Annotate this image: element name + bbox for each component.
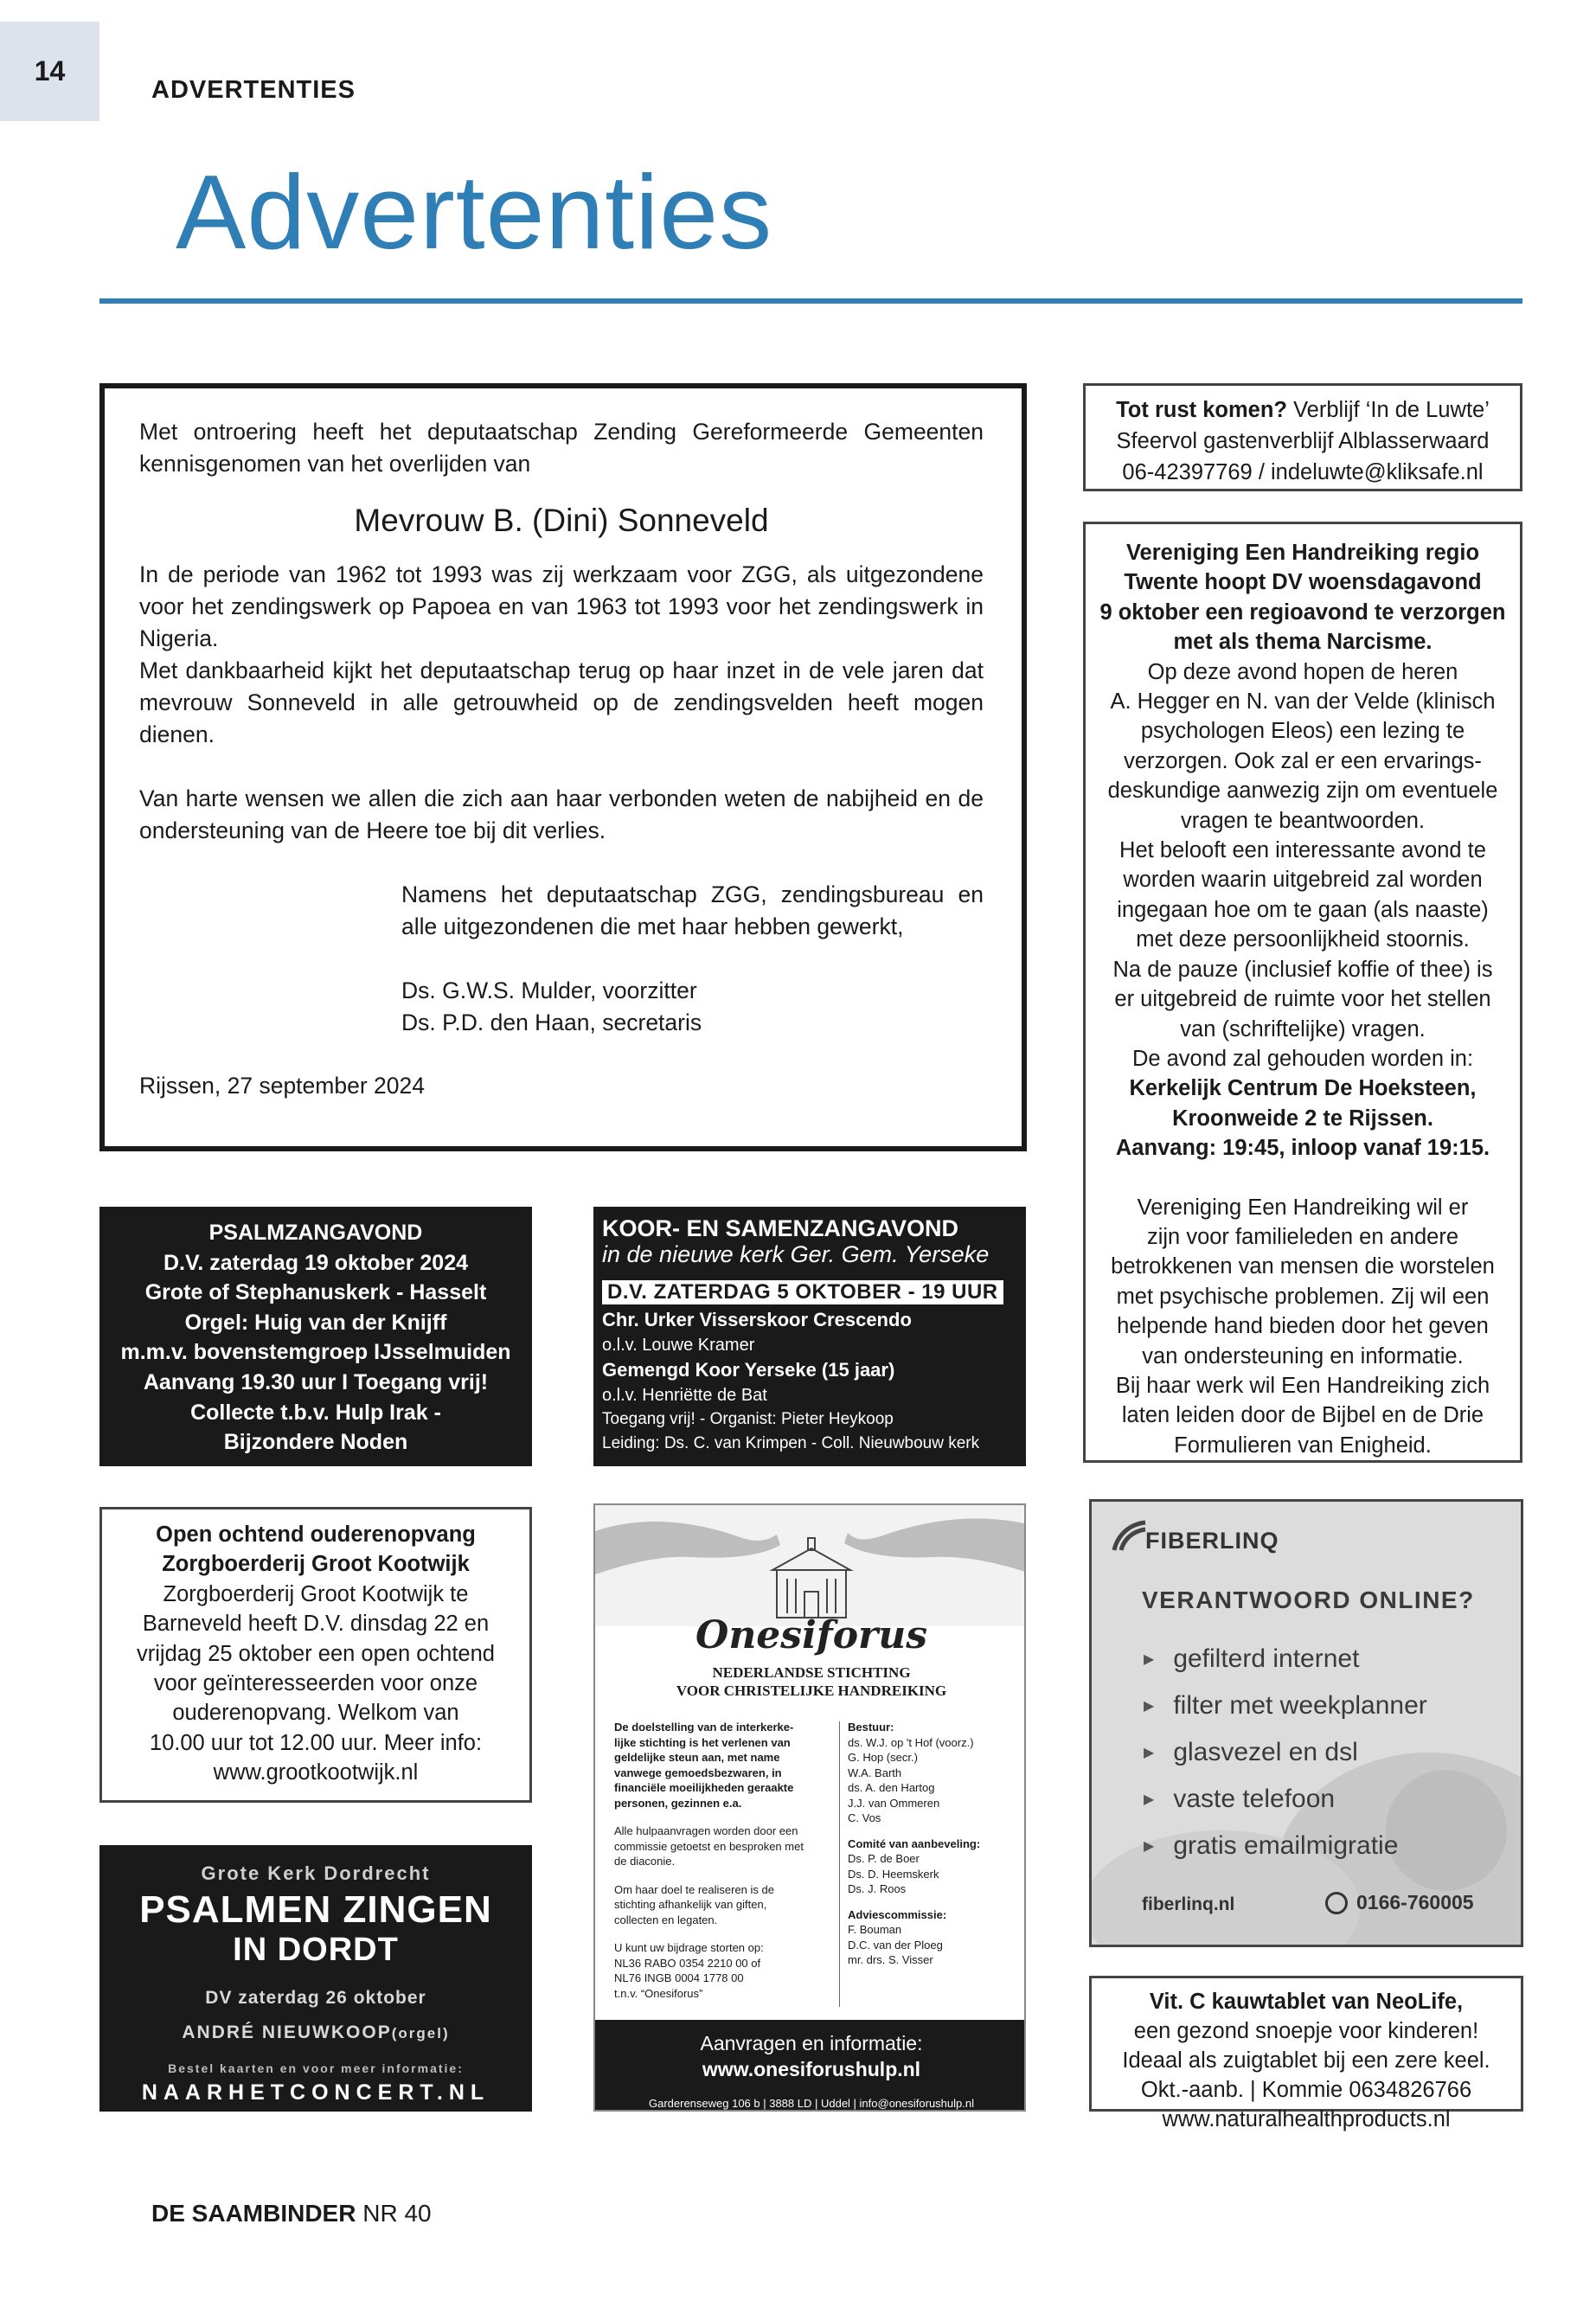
arrow-right-icon: ▶ [1144, 1839, 1155, 1854]
fiberlinq-phone: 0166-760005 [1356, 1891, 1474, 1913]
onesiforus-divider [839, 1721, 840, 2007]
fiberlinq-item [1144, 1682, 1507, 1729]
handreiking-venue-line: Aanvang: 19:45, inloop vanaf 19:15. [1115, 1136, 1490, 1161]
bestuur-member: C. Vos [848, 1811, 881, 1824]
bestuur-member: W.A. Barth [848, 1766, 902, 1779]
koor-choir2-lead: o.l.v. Henriëtte de Bat [602, 1386, 767, 1405]
koor-title: KOOR- EN SAMENZANGAVOND [602, 1215, 959, 1241]
onesiforus-bank-line: t.n.v. “Onesiforus” [614, 1986, 703, 2000]
psalmzang-line: Orgel: Huig van der Knijff [184, 1310, 447, 1335]
psalmzang-line: Bijzondere Noden [223, 1430, 408, 1455]
advies-member: D.C. van der Ploeg [848, 1938, 943, 1952]
onesiforus-address: Garderenseweg 106 b | 3888 LD | Uddel | info@onesiforushulp.nl [648, 2097, 974, 2110]
hands-illustration [595, 1505, 1026, 1626]
comite-title: Comité van aanbeveling: [848, 1836, 981, 1850]
koor-lead: Leiding: Ds. C. van Krimpen - Coll. Nieuwbouw kerk [602, 1434, 980, 1452]
comite-member: Ds. D. Heemskerk [848, 1867, 939, 1881]
dordt-instrument: (orgel) [391, 2025, 450, 2041]
ad-onesiforus [593, 1503, 1026, 2112]
fiberlinq-item [1144, 1823, 1507, 1869]
footer-issue: NR 40 [362, 2200, 432, 2227]
ad-kootwijk [99, 1507, 532, 1803]
bestuur-member: J.J. van Ommeren [848, 1796, 940, 1810]
onesiforus-text-line: Om haar doel te realiseren is de [614, 1882, 774, 1896]
handreiking-line: De avond zal gehouden worden in: [1131, 1046, 1474, 1071]
koor-entry: Toegang vrij! - Organist: Pieter Heykoop [602, 1410, 894, 1428]
koor-choir2: Gemengd Koor Yerseke (15 jaar) [602, 1359, 895, 1381]
page-title: Advertenties [176, 153, 773, 271]
koor-choir1: Chr. Urker Visserskoor Crescendo [602, 1309, 912, 1330]
whatsapp-icon [1325, 1892, 1348, 1914]
neolife-line: Ideaal als zuigtablet bij een zere keel. [1122, 2048, 1490, 2073]
kootwijk-line: ouderenopvang. Welkom van [172, 1701, 459, 1726]
onesiforus-text-line: commissie getoetst en besproken met [614, 1839, 804, 1853]
handreiking-line: Het belooft een interessante avond te [1119, 838, 1486, 863]
onesiforus-bank-line: U kunt uw bijdrage storten op: [614, 1941, 764, 1954]
handreiking-bold-line: 9 oktober een regioavond te verzorgen [1099, 599, 1506, 625]
psalmzang-line: Grote of Stephanuskerk - Hasselt [144, 1280, 487, 1305]
neolife-line: een gezond snoepje voor kinderen! [1133, 2019, 1479, 2043]
koor-choir1-lead: o.l.v. Louwe Kramer [602, 1336, 755, 1355]
onesiforus-sub1: NEDERLANDSE STICHTING [712, 1664, 911, 1681]
handreiking-closing-line: met psychische problemen. Zij wil een [1116, 1284, 1490, 1309]
onesiforus-logo: Onesiforus [695, 1613, 928, 1657]
onesiforus-bank-line: NL76 INGB 0004 1778 00 [614, 1971, 744, 1984]
ad-luwte [1083, 383, 1522, 491]
ad-psalmzangavond [99, 1207, 532, 1466]
comite-member: Ds. J. Roos [848, 1882, 907, 1895]
handreiking-closing-line: Formulieren van Enigheid. [1174, 1433, 1432, 1458]
page-number: 14 [0, 22, 99, 121]
onesiforus-left-col [614, 1720, 849, 2001]
fiberlinq-item-label: gratis emailmigratie [1173, 1831, 1399, 1860]
handreiking-closing-line: Vereniging Een Handreiking wil er [1137, 1195, 1469, 1220]
arrow-right-icon: ▶ [1144, 1652, 1155, 1667]
ad-fiberlinq [1089, 1499, 1523, 1947]
fiberlinq-item-label: gefilterd internet [1173, 1644, 1360, 1673]
handreiking-closing-line: zijn voor familieleden en andere [1146, 1224, 1459, 1249]
bestuur-member: ds. A. den Hartog [848, 1781, 935, 1794]
handreiking-line: van (schriftelijke) vragen. [1180, 1016, 1426, 1042]
onesiforus-footer1: Aanvragen en informatie: [700, 2032, 923, 2054]
fiberlinq-logo-icon [1111, 1519, 1149, 1554]
onesiforus-text-line: de diaconie. [614, 1855, 676, 1868]
fiberlinq-item-label: glasvezel en dsl [1173, 1738, 1358, 1766]
psalmzang-line: PSALMZANGAVOND [208, 1221, 423, 1245]
dordt-title2: IN DORDT [233, 1932, 399, 1968]
dordt-site: NAARHETCONCERT.NL [141, 2080, 490, 2105]
section-label: ADVERTENTIES [151, 76, 356, 104]
dordt-performer: ANDRÉ NIEUWKOOP [182, 2022, 392, 2042]
onesiforus-right-col [848, 1720, 1021, 1968]
psalmzang-line: Collecte t.b.v. Hulp Irak - [190, 1400, 441, 1425]
onesiforus-goal-line: personen, gezinnen e.a. [614, 1796, 742, 1810]
handreiking-closing-line: helpende hand bieden door het geven [1117, 1314, 1489, 1339]
dordt-info: Bestel kaarten en voor meer informatie: [168, 2061, 464, 2075]
advies-member: mr. drs. S. Visser [848, 1953, 933, 1966]
kootwijk-line: Barneveld heeft D.V. dinsdag 22 en [142, 1612, 490, 1637]
handreiking-line: worden waarin uitgebreid zal worden [1123, 868, 1483, 893]
handreiking-bold-line: met als thema Narcisme. [1173, 630, 1433, 655]
handreiking-venue-line: Kroonweide 2 te Rijssen. [1172, 1106, 1433, 1131]
obituary-notice [99, 383, 1027, 1151]
fiberlinq-item [1144, 1636, 1507, 1682]
arrow-right-icon: ▶ [1144, 1699, 1155, 1714]
onesiforus-footer [595, 2020, 1026, 2112]
handreiking-line: er uitgebreid de ruimte voor het stellen [1114, 987, 1491, 1012]
psalmzang-line: m.m.v. bovenstemgroep IJsselmuiden [120, 1340, 511, 1365]
ad-luwte-line3: 06-42397769 / indeluwte@kliksafe.nl [1122, 460, 1484, 484]
ad-luwte-line1: Verblijf ‘In de Luwte’ [1293, 398, 1490, 422]
psalmzang-line: Aanvang 19.30 uur I Toegang vrij! [143, 1369, 489, 1394]
onesiforus-text-line: Alle hulpaanvragen worden door een [614, 1824, 798, 1837]
footer [151, 2200, 432, 2227]
handreiking-bold-line: Vereniging Een Handreiking regio [1125, 541, 1480, 565]
title-rule [99, 298, 1522, 304]
dordt-date: DV zaterdag 26 oktober [205, 1988, 426, 2008]
neolife-bold: Vit. C kauwtablet van NeoLife, [1149, 1990, 1464, 2014]
fiberlinq-headline: VERANTWOORD ONLINE? [1142, 1586, 1475, 1613]
onesiforus-text-line: stichting afhankelijk van giften, [614, 1898, 767, 1911]
handreiking-line: verzorgen. Ook zal er een ervarings- [1124, 748, 1482, 773]
onesiforus-sub [595, 1663, 1026, 1700]
koor-date: D.V. ZATERDAG 5 OKTOBER - 19 UUR [602, 1280, 1003, 1304]
kootwijk-line: Zorgboerderij Groot Kootwijk te [163, 1581, 469, 1606]
fiberlinq-url: fiberlinq.nl [1142, 1894, 1235, 1914]
neolife-line: www.naturalhealthproducts.nl [1162, 2107, 1451, 2131]
handreiking-line: vragen te beantwoorden. [1180, 808, 1426, 833]
advies-member: F. Bouman [848, 1923, 902, 1936]
bestuur-member: ds. W.J. op 't Hof (voorz.) [848, 1735, 974, 1749]
handreiking-line: Op deze avond hopen de heren [1147, 659, 1458, 684]
dordt-title1: PSALMEN ZINGEN [139, 1888, 492, 1931]
ad-koor-samenzangavond [593, 1207, 1026, 1466]
handreiking-closing-line: laten leiden door de Bijbel en de Drie [1121, 1403, 1484, 1428]
fiberlinq-item-label: filter met weekplanner [1173, 1691, 1427, 1720]
obituary-name: Mevrouw B. (Dini) Sonneveld [354, 503, 769, 538]
fiberlinq-item-label: vaste telefoon [1173, 1785, 1336, 1813]
kootwijk-bold-line: Open ochtend ouderenopvang [156, 1522, 476, 1547]
advies-title: Adviescommissie: [848, 1907, 947, 1921]
fiberlinq-brand: FIBERLINQ [1145, 1528, 1279, 1554]
obituary-signer-1: Ds. G.W.S. Mulder, voorzitter [401, 977, 697, 1003]
handreiking-line: ingegaan hoe om te gaan (als naaste) [1117, 897, 1489, 922]
obituary-para1: In de periode van 1962 tot 1993 was zij werkzaam voor ZGG, als uitgezondene voor het zendingswerk op Papoea en van 1963 tot 1993 voor het zendingswerk in Nigeria. [139, 561, 984, 651]
handreiking-closing-line: van ondersteuning en informatie. [1142, 1343, 1464, 1368]
handreiking-line: psychologen Eleos) een lezing te [1140, 719, 1465, 744]
handreiking-line: met deze persoonlijkheid stoornis. [1136, 927, 1470, 952]
onesiforus-goal-line: lijke stichting is het verlenen van [614, 1735, 791, 1749]
arrow-right-icon: ▶ [1144, 1792, 1155, 1807]
obituary-intro: Met ontroering heeft het deputaatschap Zending Gereformeerde Gemeenten kennisgenomen van het overlijden van [139, 419, 984, 477]
handreiking-closing-line: Bij haar werk wil Een Handreiking zich [1115, 1373, 1490, 1398]
obituary-para2: Met dankbaarheid kijkt het deputaatschap terug op haar inzet in de vele jaren dat mevrouw Sonneveld in alle getrouwheid op de zendingsvelden heeft mogen dienen. [139, 657, 984, 747]
handreiking-line: A. Hegger en N. van der Velde (klinisch [1110, 689, 1496, 715]
ad-neolife [1089, 1976, 1523, 2131]
ad-luwte-bold: Tot rust komen? [1116, 398, 1287, 422]
onesiforus-goal-line: financiële moeilijkheden geraakte [614, 1781, 794, 1794]
kootwijk-line: voor geïnteresseerden voor onze [153, 1671, 478, 1696]
neolife-line: Okt.-aanb. | Kommie 0634826766 [1140, 2078, 1472, 2102]
kootwijk-line: 10.00 uur tot 12.00 uur. Meer info: [149, 1730, 483, 1755]
onesiforus-footer2: www.onesiforushulp.nl [702, 2058, 921, 2080]
onesiforus-sub2: VOOR CHRISTELIJKE HANDREIKING [676, 1682, 947, 1699]
arrow-right-icon: ▶ [1144, 1746, 1155, 1760]
handreiking-venue-line: Kerkelijk Centrum De Hoeksteen, [1129, 1076, 1477, 1101]
onesiforus-goal-line: vanwege gemoedsbezwaren, in [614, 1766, 782, 1779]
kootwijk-bold-line: Zorgboerderij Groot Kootwijk [162, 1552, 470, 1577]
psalmzang-line: D.V. zaterdag 19 oktober 2024 [163, 1250, 468, 1275]
obituary-signer-2: Ds. P.D. den Haan, secretaris [401, 1009, 702, 1035]
onesiforus-bank-line: NL36 RABO 0354 2210 00 of [614, 1956, 761, 1970]
handreiking-line: deskundige aanwezig zijn om eventuele [1107, 779, 1498, 804]
bestuur-title: Bestuur: [848, 1721, 894, 1734]
footer-brand: DE SAAMBINDER [151, 2200, 356, 2227]
bestuur-member: G. Hop (secr.) [848, 1751, 918, 1764]
onesiforus-goal-line: geldelijke steun aan, met name [614, 1751, 780, 1764]
koor-subtitle: in de nieuwe kerk Ger. Gem. Yerseke [602, 1241, 990, 1267]
dordt-performer-line [99, 2022, 532, 2043]
fiberlinq-item [1144, 1729, 1507, 1776]
onesiforus-goal-line: De doelstelling van de interkerke- [614, 1721, 794, 1734]
onesiforus-text-line: collecten en legaten. [614, 1913, 718, 1926]
obituary-para3: Van harte wensen we allen die zich aan haar verbonden weten de nabijheid en de ondersteuning van de Heere toe bij dit verlies. [139, 785, 984, 843]
handreiking-closing-line: betrokkenen van mensen die worstelen [1111, 1254, 1495, 1279]
comite-member: Ds. P. de Boer [848, 1852, 920, 1865]
ad-handreiking [1083, 522, 1522, 1463]
dordt-church: Grote Kerk Dordrecht [201, 1862, 431, 1884]
obituary-sign-intro: Namens het deputaatschap ZGG, zendingsbureau en alle uitgezondenen die met haar hebben gewerkt, [401, 881, 984, 939]
fiberlinq-item [1144, 1776, 1507, 1823]
fiberlinq-phone-wrap [1325, 1891, 1474, 1914]
obituary-place-date: Rijssen, 27 september 2024 [139, 1073, 425, 1099]
ad-luwte-line2: Sfeervol gastenverblijf Alblasserwaard [1116, 429, 1490, 453]
handreiking-bold-line: Twente hoopt DV woensdagavond [1124, 570, 1482, 595]
ad-psalmen-zingen-dordt [99, 1845, 532, 2112]
handreiking-line: Na de pauze (inclusief koffie of thee) is [1112, 957, 1493, 982]
kootwijk-line: www.grootkootwijk.nl [213, 1760, 419, 1785]
kootwijk-line: vrijdag 25 oktober een open ochtend [137, 1641, 495, 1666]
